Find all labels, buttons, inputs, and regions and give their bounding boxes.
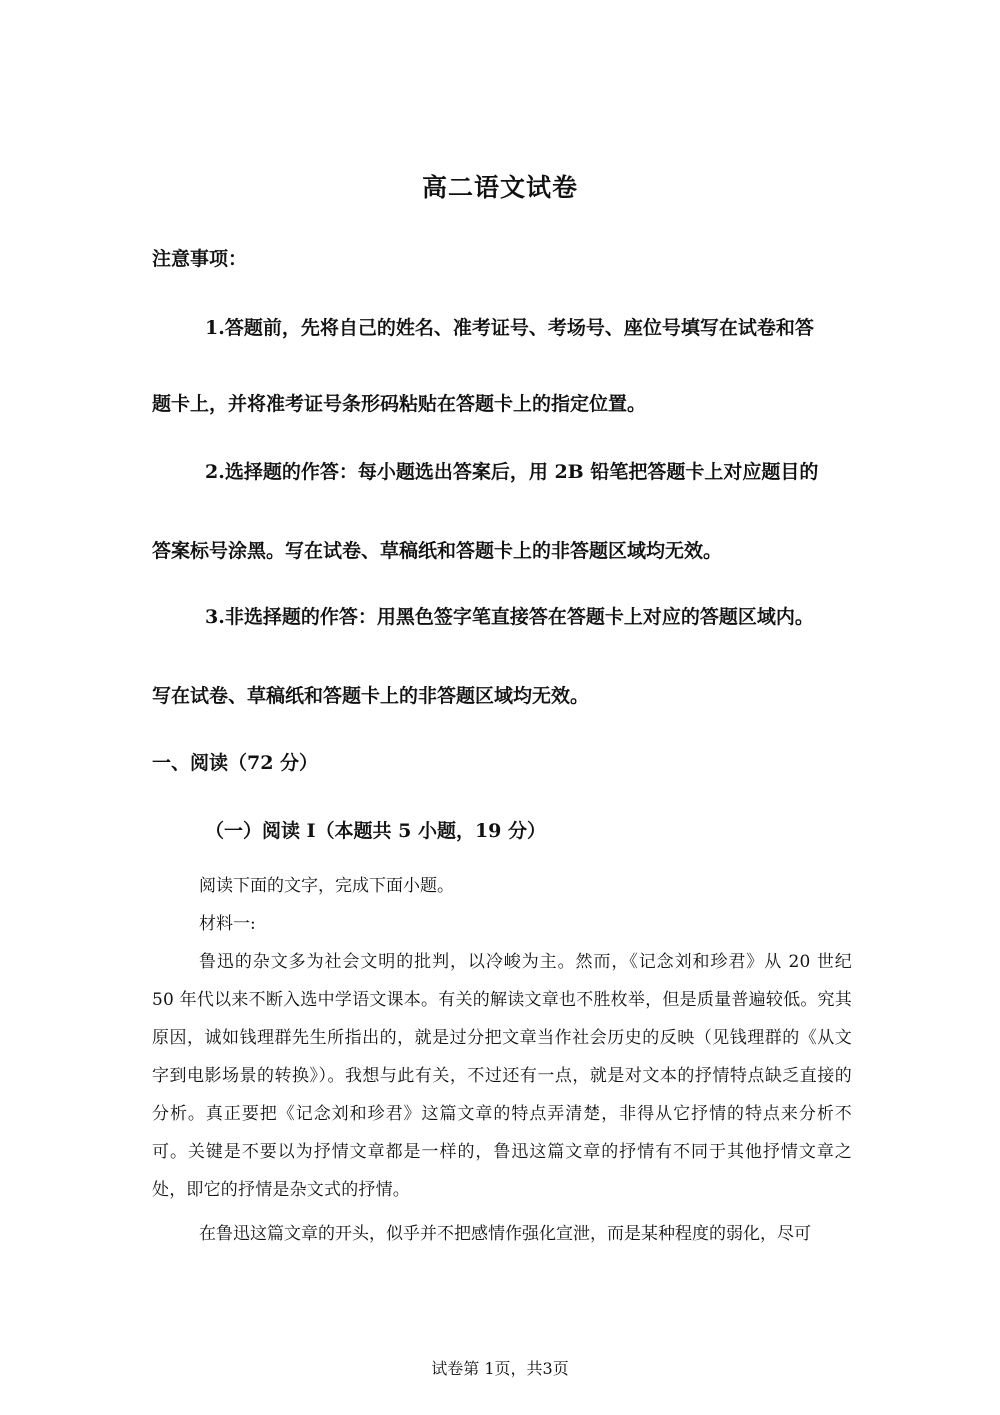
notes-heading: 注意事项： — [152, 248, 248, 270]
reading-instruction: 阅读下面的文字，完成下面小题。 — [199, 876, 454, 896]
material-paragraph-1: 鲁迅的杂文多为社会文明的批判，以冷峻为主。然而，《记念刘和珍君》从 20 世纪 50 年代以来不断入选中学语文课本。有关的解读文章也不胜枚举，但是质量普遍较低。究其原因，诚如钱理群先生所指出的，就是过分把文章当作社会历史的反映（见钱理群的《从文字到电影场景的转换》）。我想与此有关，不过还有一点，就是对文本的抒情特点缺乏直接的分析。真正要把《记念刘和珍君》这篇文章的特点弄清楚，非得从它抒情的特点来分析不可。关键是不要以为抒情文章都是一样的，鲁迅这篇文章的抒情有不同于其他抒情文章之处，即它的抒情是杂文式的抒情。 — [152, 952, 852, 1200]
note-3-line-1: 3.非选择题的作答：用黑色签字笔直接答在答题卡上对应的答题区域内。 — [205, 606, 814, 628]
note-3-line-2: 写在试卷、草稿纸和答题卡上的非答题区域均无效。 — [152, 685, 590, 707]
exam-title: 高二语文试卷 — [421, 173, 578, 202]
note-2-line-2: 答案标号涂黑。写在试卷、草稿纸和答题卡上的非答题区域均无效。 — [152, 540, 723, 562]
subsection-heading: （一）阅读 I（本题共 5 小题，19 分） — [205, 820, 547, 842]
section-heading: 一、阅读（72 分） — [152, 752, 319, 774]
note-1-line-1: 1.答题前，先将自己的姓名、准考证号、考场号、座位号填写在试卷和答 — [205, 317, 814, 339]
page-footer: 试卷第 1页，共3页 — [431, 1359, 569, 1378]
note-1-line-2: 题卡上，并将准考证号条形码粘贴在答题卡上的指定位置。 — [152, 393, 647, 415]
material-label: 材料一: — [199, 914, 256, 934]
note-2-line-1: 2.选择题的作答：每小题选出答案后，用 2B 铅笔把答题卡上对应题目的 — [205, 461, 819, 483]
material-paragraph-2: 在鲁迅这篇文章的开头，似乎并不把感情作强化宣泄，而是某种程度的弱化，尽可 — [199, 1224, 811, 1244]
